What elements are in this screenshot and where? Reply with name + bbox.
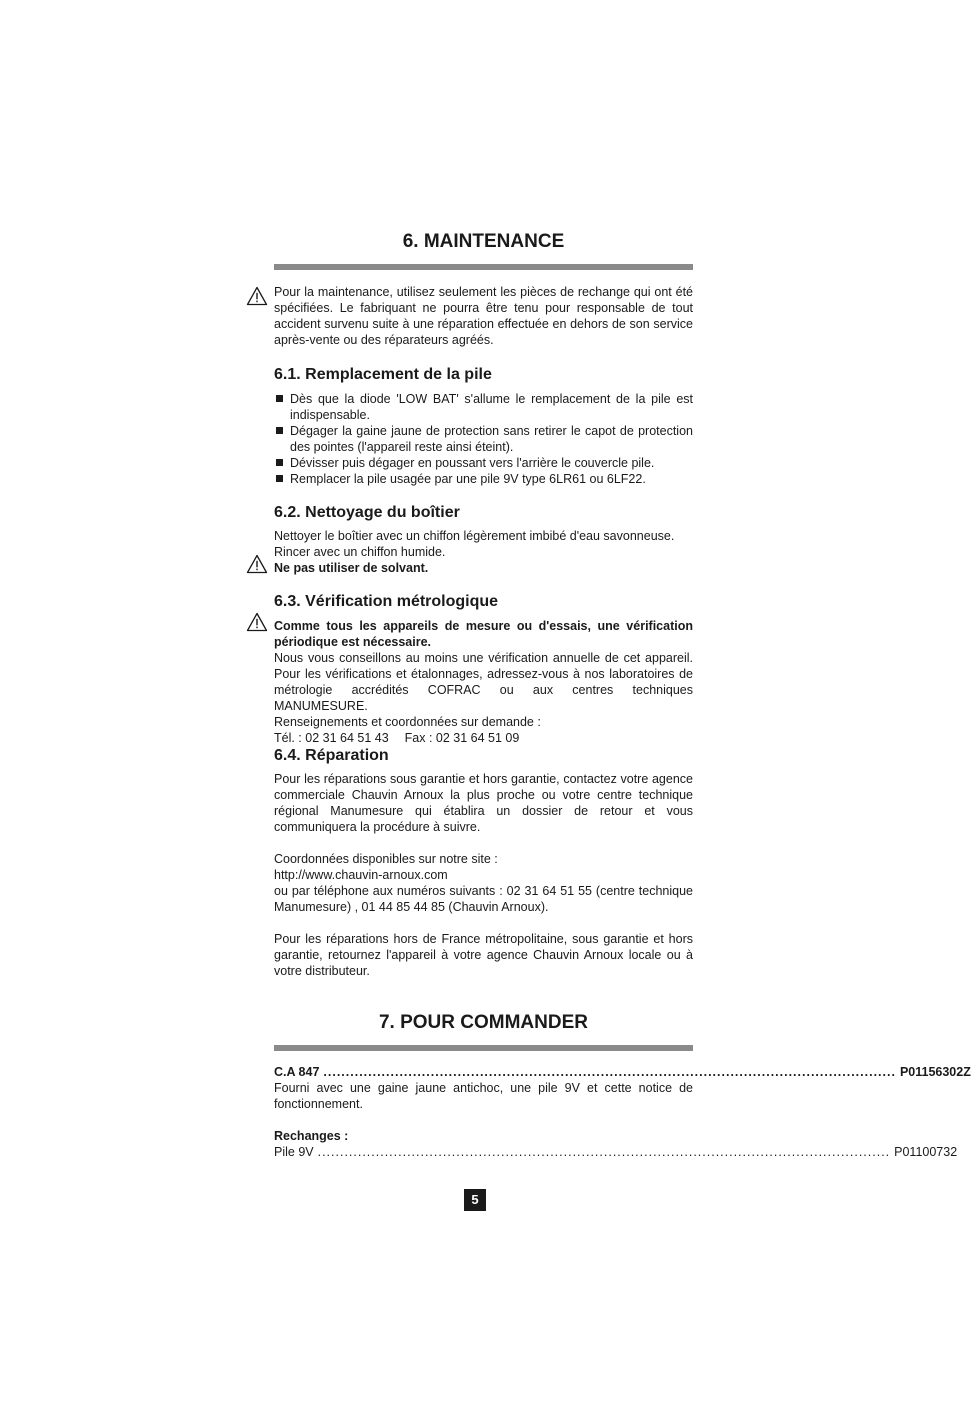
subsection-title-battery: 6.1. Remplacement de la pile bbox=[274, 366, 492, 383]
warning-icon bbox=[246, 286, 268, 306]
ordering-block bbox=[274, 1064, 971, 1160]
verification-warning: Comme tous les appareils de mesure ou d'essais, une vérification périodique est nécessaire. bbox=[274, 619, 693, 649]
bullet-square-icon bbox=[276, 395, 283, 402]
spare-row: Pile 9V ................................................................................................................................ P01100732 bbox=[274, 1145, 958, 1159]
contact-numbers: Tél. : 02 31 64 51 43 Fax : 02 31 64 51 09 bbox=[274, 731, 520, 745]
bullet-square-icon bbox=[276, 475, 283, 482]
section-divider bbox=[274, 264, 693, 270]
list-item: Remplacer la pile usagée par une pile 9V type 6LR61 ou 6LF22. bbox=[274, 471, 693, 487]
section-divider bbox=[274, 1045, 693, 1051]
cleaning-warning: Ne pas utiliser de solvant. bbox=[274, 561, 429, 575]
bullet-square-icon bbox=[276, 459, 283, 466]
spares-title: Rechanges : bbox=[274, 1129, 349, 1143]
subsection-title-verification: 6.3. Vérification métrologique bbox=[274, 593, 499, 610]
section-title-ordering: 7. POUR COMMANDER bbox=[378, 1012, 588, 1033]
product-description: Fourni avec une gaine jaune antichoc, une pile 9V et cette notice de fonctionnement. bbox=[274, 1081, 693, 1111]
leader-dots: ................................................................................................................................ bbox=[323, 1065, 896, 1079]
list-item: Dès que la diode 'LOW BAT' s'allume le remplacement de la pile est indispensable. bbox=[274, 391, 693, 423]
leader-dots: ................................................................................................................................ bbox=[317, 1145, 891, 1159]
maintenance-intro: Pour la maintenance, utilisez seulement les pièces de rechange qui ont été spécifiées. Le fabriquant ne pourra être tenu pour responsable de tout accident survenu suite à une réparation effectuée en dehors de son service après-vente ou des réparateurs agréés. bbox=[274, 285, 693, 347]
bullet-square-icon bbox=[276, 427, 283, 434]
list-item: Dévisser puis dégager en poussant vers l'arrière le couvercle pile. bbox=[274, 455, 693, 471]
verification-text: Comme tous les appareils de mesure ou d'essais, une vérification périodique est nécessaire. Nous vous conseillons au moins une vérification annuelle de cet appareil. Pour les vérifications et étalonnages, adressez-vous à nos laboratoires de métrologie accrédités COFRAC ou aux centres techniques MANUMESURE. Renseignements et coordonnées sur demande : Tél. : 02 31 64 51 43 Fax : 02 31 64 51 09 bbox=[274, 619, 693, 745]
subsection-title-repair: 6.4. Réparation bbox=[274, 747, 389, 764]
repair-text: Pour les réparations sous garantie et hors garantie, contactez votre agence commerciale Chauvin Arnoux la plus proche ou votre centre technique régional Manumesure qui établira un dossier de retour et vous communiquera la procédure à suivre. Coordonnées disponibles sur notre site : http://www.chauvin-arnoux.com ou par téléphone aux numéros suivants : 02 31 64 51 55 (centre technique Manumesure) , 01 44 85 44 85 (Chauvin Arnoux). Pour les réparations hors de France métropolitaine, sous garantie et hors garantie, retournez l'appareil à votre agence Chauvin Arnoux locale ou à votre distributeur. bbox=[274, 772, 693, 978]
website-link[interactable]: http://www.chauvin-arnoux.com bbox=[274, 868, 448, 882]
page-number: 5 bbox=[464, 1189, 486, 1211]
warning-icon bbox=[246, 612, 268, 632]
battery-steps-list bbox=[274, 391, 693, 487]
cleaning-text: Nettoyer le boîtier avec un chiffon légèrement imbibé d'eau savonneuse. Rincer avec un chiffon humide. Ne pas utiliser de solvant. bbox=[274, 528, 693, 576]
section-title-maintenance: 6. MAINTENANCE bbox=[402, 231, 565, 252]
subsection-title-cleaning: 6.2. Nettoyage du boîtier bbox=[274, 504, 460, 521]
warning-icon bbox=[246, 554, 268, 574]
product-row: C.A 847 ................................................................................................................................ P01156302Z bbox=[274, 1065, 971, 1079]
list-item: Dégager la gaine jaune de protection sans retirer le capot de protection des pointes (l'appareil reste ainsi éteint). bbox=[274, 423, 693, 455]
